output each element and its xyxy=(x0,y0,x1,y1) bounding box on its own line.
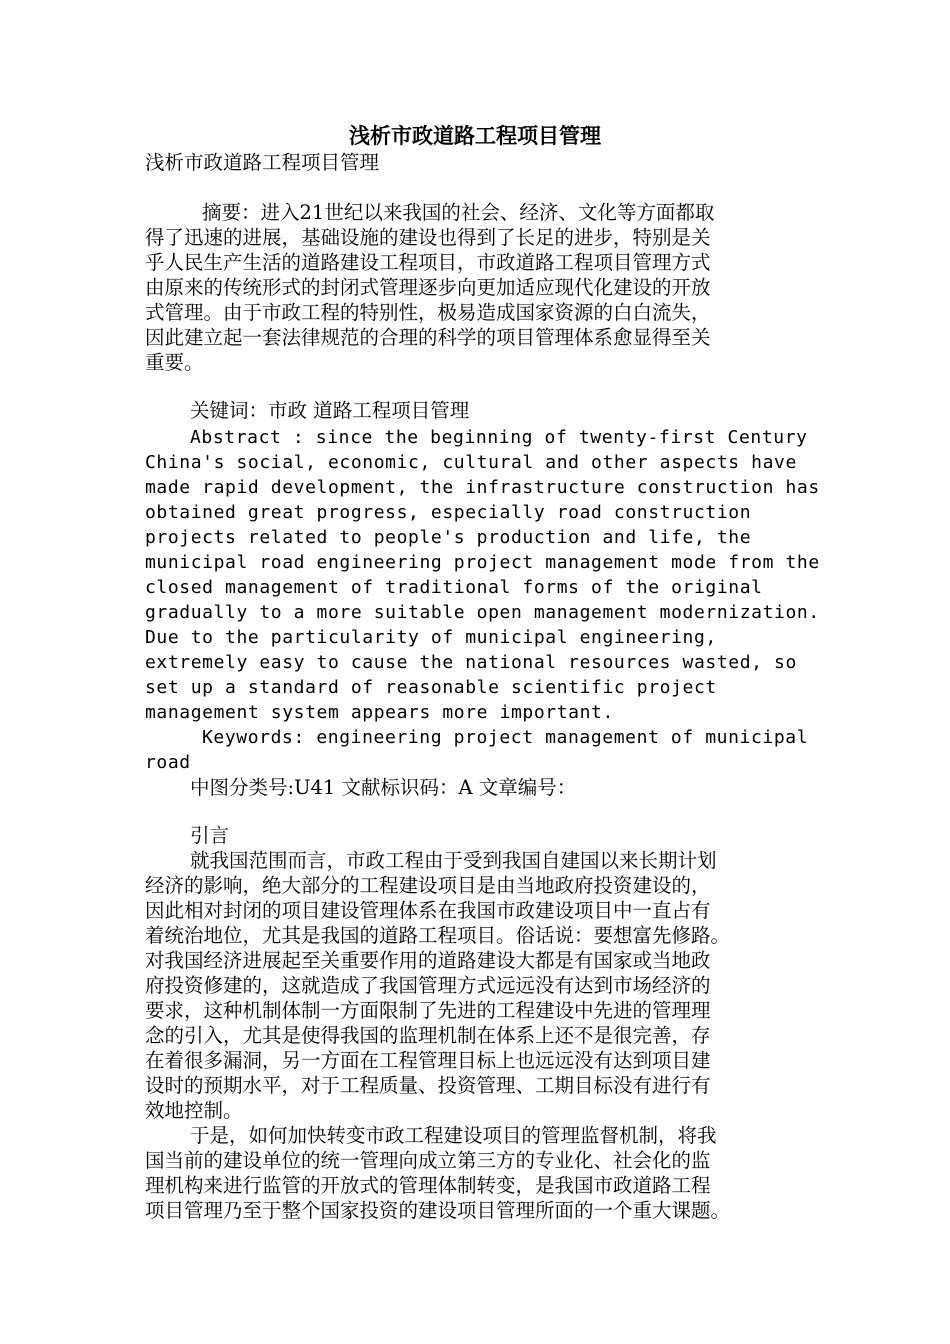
abstract-en-line: projects related to people's production and life, the xyxy=(145,527,752,548)
abstract-en-line: Due to the particularity of municipal engineering, xyxy=(145,627,717,648)
intro-p1-line: 在着很多漏洞，另一方面在工程管理目标上也远远没有达到项目建 xyxy=(145,1049,711,1072)
intro-p1-line: 因此相对封闭的项目建设管理体系在我国市政建设项目中一直占有 xyxy=(145,899,711,922)
abstract-cn-line: 因此建立起一套法律规范的合理的科学的项目管理体系愈显得至关 xyxy=(145,326,711,349)
keywords-en-line: Keywords: engineering project management of municipal xyxy=(202,727,809,748)
abstract-en-line: obtained great progress, especially road construction xyxy=(145,502,752,523)
abstract-cn-line: 得了迅速的进展，基础设施的建设也得到了长足的进步，特别是关 xyxy=(145,226,711,249)
abstract-en-line: gradually to a more suitable open management modernization. xyxy=(145,602,820,623)
abstract-cn-line: 式管理。由于市政工程的特别性，极易造成国家资源的白白流失， xyxy=(145,301,711,324)
intro-p1-line: 着统治地位，尤其是我国的道路工程项目。俗话说：要想富先修路。 xyxy=(145,924,731,947)
intro-p1-line: 要求，这种机制体制一方面限制了先进的工程建设中先进的管理理 xyxy=(145,999,711,1022)
intro-p1-line: 府投资修建的，这就造成了我国管理方式远远没有达到市场经济的 xyxy=(145,974,711,997)
intro-p1-line: 对我国经济进展起至关重要作用的道路建设大都是有国家或当地政 xyxy=(145,949,711,972)
abstract-en-line: closed management of traditional forms of the original xyxy=(145,577,763,598)
document-title: 浅析市政道路工程项目管理 xyxy=(349,123,601,148)
intro-heading: 引言 xyxy=(190,824,230,847)
abstract-en-line: set up a standard of reasonable scientific project xyxy=(145,677,717,698)
abstract-en-line: made rapid development, the infrastructure construction has xyxy=(145,477,820,498)
intro-p1-line: 就我国范围而言，市政工程由于受到我国自建国以来长期计划 xyxy=(190,849,717,872)
intro-p1-line: 经济的影响，绝大部分的工程建设项目是由当地政府投资建设的， xyxy=(145,874,711,897)
abstract-en-line: municipal road engineering project management mode from the xyxy=(145,552,820,573)
classification-line: 中图分类号:U41 文献标识码：A 文章编号： xyxy=(190,776,577,799)
intro-p1-line: 效地控制。 xyxy=(145,1099,243,1122)
abstract-en-line: management system appears more important. xyxy=(145,702,614,723)
intro-p1-line: 设时的预期水平，对于工程质量、投资管理、工期目标没有进行有 xyxy=(145,1074,711,1097)
intro-p2-line: 理机构来进行监管的开放式的管理体制转变，是我国市政道路工程 xyxy=(145,1174,711,1197)
keywords-cn: 关键词：市政 道路工程项目管理 xyxy=(190,399,470,422)
document-subtitle: 浅析市政道路工程项目管理 xyxy=(145,151,380,174)
abstract-cn-line: 摘要：进入21世纪以来我国的社会、经济、文化等方面都取 xyxy=(202,201,715,224)
intro-p1-line: 念的引入，尤其是使得我国的监理机制在体系上还不是很完善，存 xyxy=(145,1024,711,1047)
abstract-cn-line: 重要。 xyxy=(145,351,204,374)
keywords-en-line: road xyxy=(145,752,191,773)
intro-p2-line: 于是，如何加快转变市政工程建设项目的管理监督机制，将我 xyxy=(190,1124,717,1147)
intro-p2-line: 项目管理乃至于整个国家投资的建设项目管理所面的一个重大课题。 xyxy=(145,1199,731,1222)
abstract-en-line: Abstract : since the beginning of twenty-first Century xyxy=(190,427,808,448)
intro-p2-line: 国当前的建设单位的统一管理向成立第三方的专业化、社会化的监 xyxy=(145,1149,711,1172)
abstract-cn-line: 由原来的传统形式的封闭式管理逐步向更加适应现代化建设的开放 xyxy=(145,276,711,299)
abstract-cn-line: 乎人民生产生活的道路建设工程项目，市政道路工程项目管理方式 xyxy=(145,251,711,274)
abstract-en-line: extremely easy to cause the national resources wasted, so xyxy=(145,652,797,673)
abstract-en-line: China's social, economic, cultural and other aspects have xyxy=(145,452,797,473)
